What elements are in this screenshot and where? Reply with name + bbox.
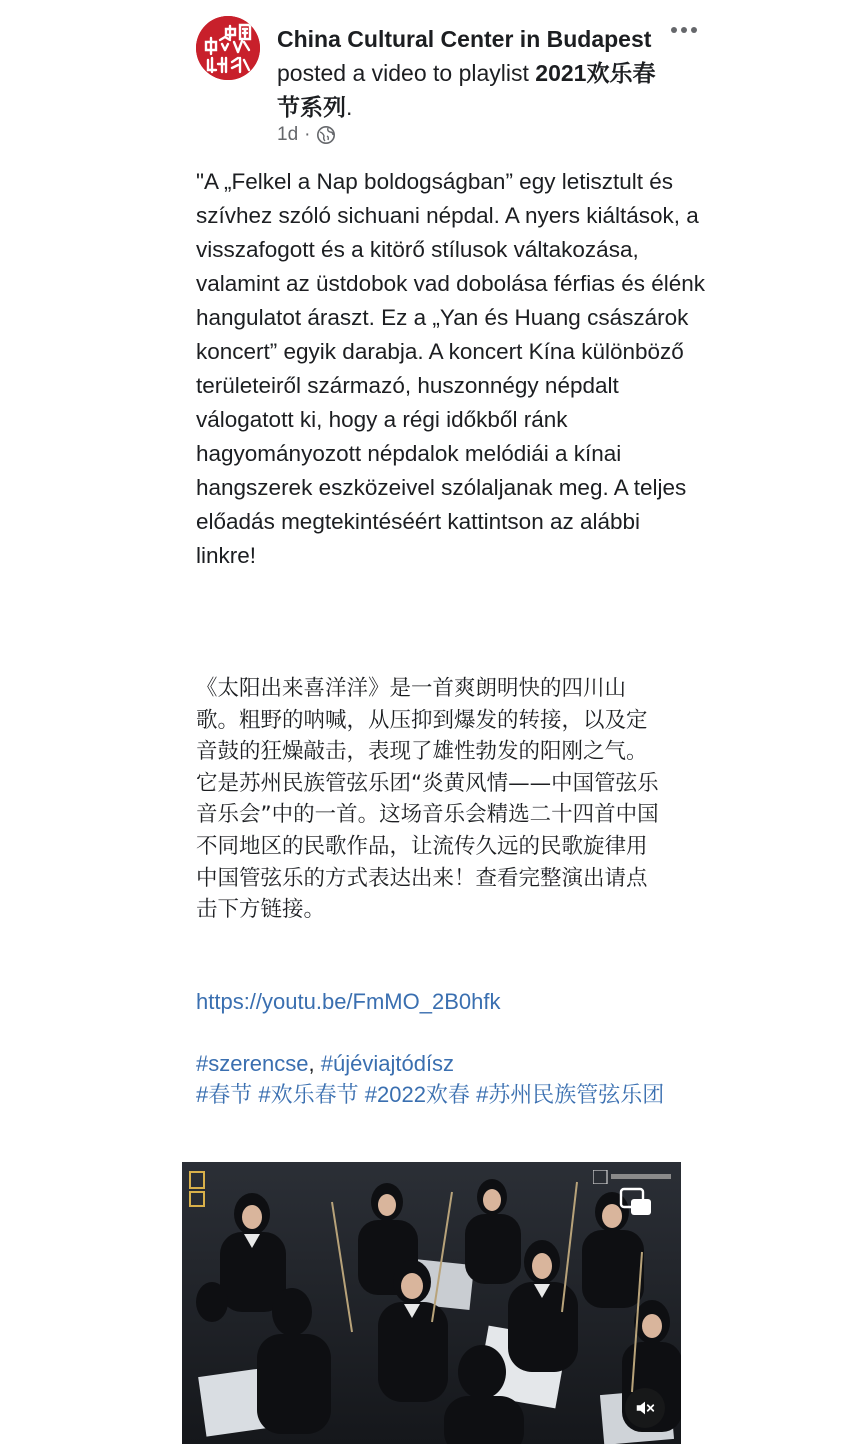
hashtag-separator: ,	[308, 1051, 321, 1076]
youtube-link[interactable]: https://youtu.be/FmMO_2B0hfk	[196, 989, 501, 1014]
globe-icon[interactable]	[316, 125, 336, 145]
post-time[interactable]: 1d	[277, 124, 299, 145]
more-dot	[681, 27, 687, 33]
hashtag[interactable]: #szerencse	[196, 1051, 309, 1076]
post-text-hungarian: "A „Felkel a Nap boldogságban” egy letisztult és szívhez szóló sichuani népdal. A nyers kiáltások, a visszafogott és a kitörő stílusok váltakozása, valamint az üstdobok vad dobolása férfias és élénk hangulatot áraszt. Ez a „Yan és Huang császárok koncert” egyik darabja. A koncert Kína különböző területeiről származó, huszonnégy népdalt válogatott ki, hogy a régi időkből ránk hagyományozott népdalok melódiái a kínai hangszerek eszközeivel szólaljanak meg. A teljes előadás megtekintéséért kattintson az alábbi linkre!	[196, 169, 706, 568]
video-player[interactable]	[182, 1162, 681, 1444]
seal-logo-icon	[196, 16, 260, 80]
post-action-text: posted a video to playlist	[277, 60, 536, 86]
post-header	[277, 22, 657, 124]
hashtags	[196, 1048, 666, 1110]
hashtag[interactable]: #苏州民族管弦乐团	[476, 1082, 665, 1107]
hashtag-line-2	[196, 1079, 666, 1110]
avatar[interactable]	[196, 16, 260, 80]
hashtag[interactable]: #欢乐春节	[258, 1082, 359, 1107]
hashtag[interactable]: #春节	[196, 1082, 253, 1107]
muted-speaker-icon	[634, 1397, 656, 1419]
hashtag[interactable]: #2022欢春	[364, 1082, 470, 1107]
watermark-icon	[593, 1170, 673, 1184]
mute-button[interactable]	[625, 1388, 665, 1428]
picture-in-picture-icon[interactable]	[619, 1187, 653, 1217]
hashtag[interactable]: #újéviajtódísz	[320, 1051, 455, 1076]
hashtag-line-1	[196, 1048, 666, 1079]
playlist-link[interactable]: 2021欢乐春节系列	[277, 60, 656, 120]
page-name-link[interactable]: China Cultural Center in Budapest	[277, 26, 652, 52]
more-dot	[691, 27, 697, 33]
post-meta	[277, 124, 336, 146]
more-dot	[671, 27, 677, 33]
header-period: .	[346, 94, 353, 120]
meta-separator: ·	[304, 124, 311, 145]
post-text-chinese: 《太阳出来喜洋洋》是一首爽朗明快的四川山歌。粗野的呐喊，从压抑到爆发的转接，以及定音鼓的狂燥敲击，表现了雄性勃发的阳刚之气。它是苏州民族管弦乐团“炎黄风情——中国管弦乐音乐会”中的一首。这场音乐会精选二十四首中国不同地区的民歌作品，让流传久远的民歌旋律用中国管弦乐的方式表达出来！查看完整演出请点击下方链接。	[196, 676, 659, 923]
orchestra-video-frame	[182, 1162, 681, 1444]
broadcast-logo-icon	[188, 1170, 208, 1210]
more-options-icon[interactable]	[664, 18, 704, 42]
